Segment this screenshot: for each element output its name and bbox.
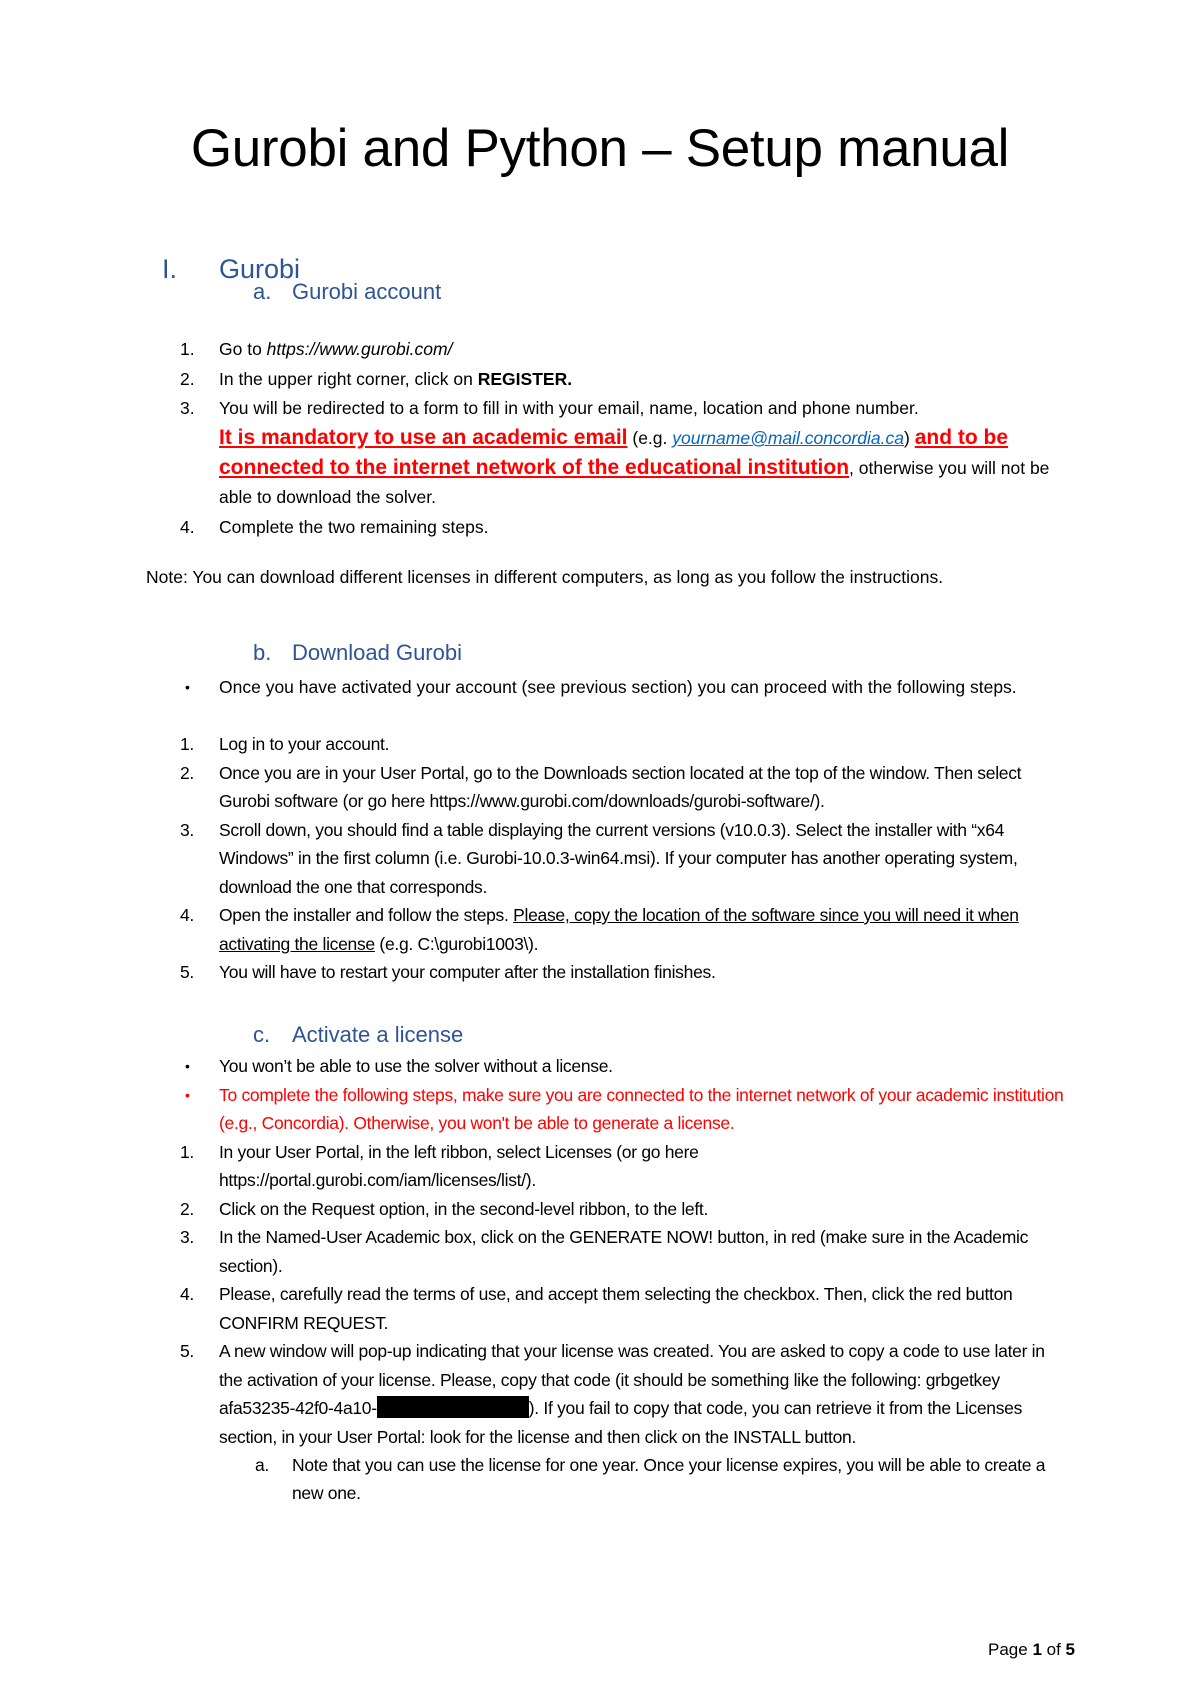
page-footer <box>988 1640 1075 1660</box>
list-item <box>0 759 1200 816</box>
list-item-text: Please, carefully read the terms of use, and accept them selecting the checkbox. Then, click the red button CONFIRM REQUEST. <box>219 1284 1013 1333</box>
list-marker: 1. <box>180 339 195 359</box>
list-item <box>0 334 1200 364</box>
list-item-text: You will have to restart your computer after the installation finishes. <box>219 962 716 982</box>
list-item-text: Scroll down, you should find a table displaying the current versions (v10.0.3). Select the installer with “x64 Windows” in the first column (i.e. Gurobi-10.0.3-win64.msi). If your computer has another operating system, download the one that corresponds. <box>219 819 1018 897</box>
list-item <box>0 512 1200 542</box>
register-label: REGISTER. <box>477 369 573 389</box>
list-item <box>0 816 1200 902</box>
redacted-license-key <box>377 1396 529 1418</box>
list-item-text: You will be redirected to a form to fill in with your email, name, location and phone number. <box>219 398 919 418</box>
list-item <box>0 364 1200 394</box>
list-item-text: In the Named-User Academic box, click on the GENERATE NOW! button, in red (make sure in the Academic section). <box>219 1227 1029 1276</box>
subsection-number: c. <box>253 1022 271 1047</box>
list-item <box>0 958 1200 987</box>
list-marker: 3. <box>180 1227 194 1247</box>
example-email-link[interactable]: yourname@mail.concordia.ca <box>672 428 905 448</box>
page-number: 1 <box>1032 1640 1042 1659</box>
list-marker: 2. <box>180 369 195 389</box>
bullet-marker: • <box>185 1058 190 1074</box>
list-item-text: A new window will pop-up indicating that your license was created. You are asked to copy a code to use later in the activation of your license. Please, copy that code (it should be something like the following: grbgetkey afa53235-42f0-4a10- <box>219 1341 1045 1418</box>
page-of: of <box>1041 1640 1066 1659</box>
list-item-tail: ). If you fail to copy that code, you can retrieve it from the Licenses section, in your User Portal: look for the license and then click on the INSTALL button. <box>219 1398 1023 1447</box>
list-item-text: Click on the Request option, in the second-level ribbon, to the left. <box>219 1198 709 1219</box>
licenses-url: https://portal.gurobi.com/iam/licenses/list/). <box>219 1170 536 1190</box>
list-item <box>0 1223 1200 1280</box>
list-item <box>0 1337 1200 1451</box>
list-marker: 3. <box>180 398 195 418</box>
page-label: Page <box>988 1640 1033 1659</box>
list-item-text: Log in to your account. <box>219 734 390 754</box>
list-item-text: Go to <box>219 339 267 359</box>
list-item-text: Complete the two remaining steps. <box>219 517 489 537</box>
download-steps-list <box>0 672 1200 702</box>
list-subitem <box>0 1451 1200 1507</box>
section-title: Gurobi <box>219 254 301 284</box>
section-number: I. <box>162 254 178 284</box>
list-item-tail: (e.g. C:\gurobi1003\). <box>374 933 539 954</box>
subsection-title: Gurobi account <box>292 279 442 304</box>
list-marker: 2. <box>180 1198 194 1219</box>
eg-open: (e.g. <box>627 428 673 448</box>
gurobi-url: https://www.gurobi.com/ <box>266 339 453 359</box>
list-item <box>0 730 1200 759</box>
network-requirement-warning: To complete the following steps, make sure you are connected to the internet network of your academic institution (e.g., Concordia). Otherwise, you won't be able to generate a license. <box>219 1084 1064 1133</box>
list-item <box>0 1195 1200 1224</box>
list-item-text: Note that you can use the license for one year. Once your license expires, you will be able to create a new one. <box>292 1455 1046 1503</box>
list-marker: 5. <box>180 962 194 982</box>
bullet-marker: • <box>185 1086 190 1103</box>
list-item <box>0 394 1200 512</box>
list-marker: 1. <box>180 734 194 754</box>
list-item <box>0 1052 1200 1081</box>
list-item-text: In the upper right corner, click on <box>219 369 478 389</box>
list-marker: 3. <box>180 819 194 840</box>
subsection-title: Download Gurobi <box>292 640 462 665</box>
list-item-text: In your User Portal, in the left ribbon, select Licenses (or go here <box>219 1141 699 1162</box>
note-paragraph: Note: You can download different licenses in different computers, as long as you follow the instructions. <box>146 567 944 587</box>
list-item-tail: , otherwise you will not be able to download the solver. <box>219 458 1050 507</box>
subsection-heading-account <box>253 279 441 305</box>
activate-steps-list <box>0 1052 1200 1507</box>
list-marker: 4. <box>180 1284 194 1304</box>
list-item <box>0 672 1200 702</box>
network-warning: and to be connected to the internet network of the educational institution <box>219 426 1009 479</box>
list-item-text: You won’t be able to use the solver without a license. <box>219 1056 613 1076</box>
account-steps-list <box>0 334 1200 542</box>
list-item <box>0 1138 1200 1195</box>
list-marker: 2. <box>180 762 194 783</box>
list-item-text: Once you are in your User Portal, go to the Downloads section located at the top of the window. Then select Gurobi software (or go here https://www.gurobi.com/downloads/gurobi-software/). <box>219 762 1022 811</box>
list-item <box>0 1081 1200 1138</box>
subsection-number: a. <box>253 279 272 304</box>
list-item-text: Open the installer and follow the steps. <box>219 905 514 925</box>
page-total: 5 <box>1065 1640 1075 1659</box>
mandatory-email-warning: It is mandatory to use an academic email <box>219 426 628 449</box>
download-numbered-list <box>0 730 1200 987</box>
list-item <box>0 901 1200 958</box>
subsection-heading-activate <box>253 1022 463 1048</box>
list-marker: 1. <box>180 1141 194 1162</box>
eg-close: ) <box>904 428 915 448</box>
list-marker: 4. <box>180 905 194 925</box>
document-title: Gurobi and Python – Setup manual <box>190 119 1010 178</box>
list-item <box>0 1280 1200 1337</box>
bullet-marker: • <box>185 679 190 695</box>
subsection-heading-download <box>253 640 462 666</box>
copy-location-instruction: Please, copy the location of the software since you will need it when activating the license <box>219 905 1019 954</box>
list-marker: 4. <box>180 517 195 537</box>
subsection-number: b. <box>253 640 272 665</box>
subsection-title: Activate a license <box>292 1022 464 1047</box>
list-marker: 5. <box>180 1341 194 1361</box>
list-item-text: Once you have activated your account (see previous section) you can proceed with the following steps. <box>219 677 1017 697</box>
list-marker: a. <box>255 1455 269 1475</box>
